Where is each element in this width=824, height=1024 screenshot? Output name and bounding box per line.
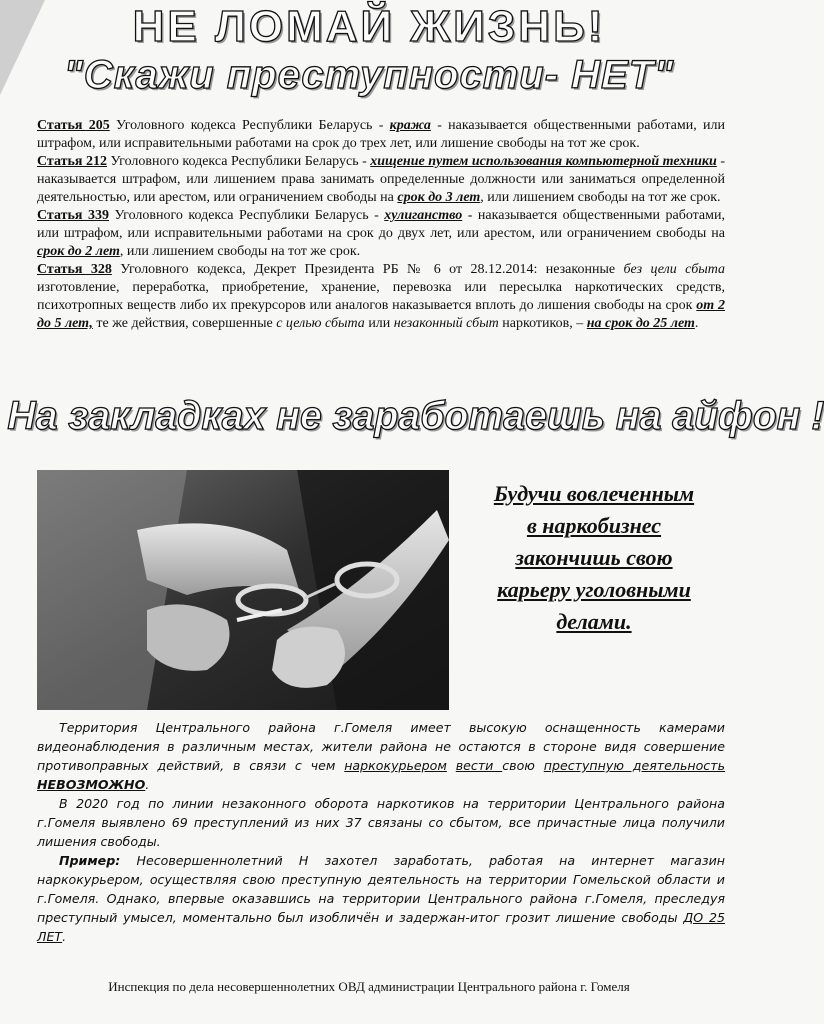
article-text: или <box>364 316 394 331</box>
article-number: Статья 328 <box>37 262 112 277</box>
paragraph-3 <box>37 851 725 946</box>
term: срок до 3 лет <box>397 190 481 205</box>
text <box>447 758 456 773</box>
underlined-text: вести <box>455 758 503 773</box>
law-articles <box>37 117 725 333</box>
handcuffs-photo <box>37 470 449 710</box>
article-code: Уголовного кодекса Республики Беларусь - <box>106 154 371 169</box>
text: . <box>62 929 67 944</box>
article-text: изготовление, переработка, приобретение, хранение, перевозка или пересылка наркотических средств, психотропных веществ либо их прекурсоров или аналогов наказывается вплоть до лишения свободы на срок <box>37 280 725 313</box>
article-339 <box>37 207 725 261</box>
slogan-line: карьеру уголовными <box>497 577 691 602</box>
crime-name: хищение путем использования компьютерной техники <box>370 154 717 169</box>
crime-name: хулиганство <box>384 208 463 223</box>
article-text: - наказывается штрафом, или лишением права занимать определенные должности или заниматься определенной деятельностью, или арестом, или ограничением свободы на <box>37 154 725 205</box>
emphasis: НЕВОЗМОЖНО <box>37 777 146 792</box>
term: от 2 до 5 лет, <box>37 298 725 331</box>
article-328 <box>37 261 725 333</box>
underlined-text: наркокурьером <box>344 758 447 773</box>
crime-name: кража <box>389 118 431 133</box>
side-slogan <box>455 478 733 638</box>
article-text: наркотиков, – <box>498 316 587 331</box>
term: на срок до 25 лет <box>586 316 695 331</box>
text: . <box>145 777 150 792</box>
article-code: Уголовного кодекса Республики Беларусь - <box>109 118 390 133</box>
handcuffs-image <box>37 470 449 710</box>
slogan-line: закончишь свою <box>515 545 673 570</box>
article-text: - наказывается общественными работами, или штрафом, или исправительными работами на срок до двух лет, или арестом, или ограничением свободы на <box>37 208 725 241</box>
article-number: Статья 212 <box>37 154 107 169</box>
article-text: , или лишением свободы на тот же срок. <box>480 190 721 205</box>
underlined-text: преступную деятельность <box>543 758 725 773</box>
article-code: Уголовного кодекса Республики Беларусь - <box>108 208 385 223</box>
italic-phrase: с целью сбыта <box>276 316 365 331</box>
subheadline: "Скажи преступности- НЕТ" <box>63 53 675 97</box>
article-text: те же действия, совершенные <box>92 316 277 331</box>
paragraph-2: В 2020 год по линии незаконного оборота наркотиков на территории Центрального района г.Гомеля выявлено 69 преступлений из них 37 связаны со сбытом, все причастные лица получили лишения свободы. <box>37 796 725 849</box>
slogan-line: в наркобизнес <box>526 513 662 538</box>
article-code: Уголовного кодекса, Декрет Президента РБ № 6 от 28.12.2014: незаконные <box>111 262 624 277</box>
text: свою <box>502 758 544 773</box>
slogan-line: Будучи вовлеченным <box>493 481 695 506</box>
article-text: - наказывается общественными работами, или штрафом, или исправительными работами на срок до трех лет, или лишение свободы на тот же срок. <box>37 118 725 151</box>
article-205 <box>37 117 725 153</box>
article-text: , или лишением свободы на тот же срок. <box>119 244 361 259</box>
term: срок до 2 лет <box>37 244 120 259</box>
example-label: Пример: <box>59 853 121 868</box>
footer: Инспекция по дела несовершеннолетних ОВД администрации Центрального района г. Гомеля <box>108 979 630 994</box>
body-text <box>37 718 725 946</box>
paragraph-1 <box>37 718 725 794</box>
term: ДО 25 ЛЕТ <box>37 910 725 944</box>
headline: НЕ ЛОМАЙ ЖИЗНЬ! <box>132 2 606 51</box>
banner-slogan: На закладках не заработаешь на айфон ! <box>7 394 824 438</box>
text: Территория Центрального района г.Гомеля имеет высокую оснащенность камерами видеонаблюдения в различным местах, жители района не остаются в стороне видя совершение противоправных действий, в связи с чем <box>37 720 725 773</box>
slogan-line: делами. <box>556 609 632 634</box>
italic-phrase: незаконный сбыт <box>393 316 499 331</box>
article-text: . <box>694 316 699 331</box>
italic-phrase: без цели сбыта <box>623 262 726 277</box>
text: Несовершеннолетний Н захотел заработать, работая на интернет магазин наркокурьером, осуществляя свою преступную деятельность на территории Гомельской области и г.Гомеля. Однако, впервые оказавшись на территории Центрального района г.Гомеля, преследуя преступный умысел, моментально был изобличён и задержан-итог грозит лишение свободы <box>37 853 725 925</box>
article-number: Статья 205 <box>37 118 110 133</box>
article-number: Статья 339 <box>37 208 109 223</box>
article-212 <box>37 153 725 207</box>
